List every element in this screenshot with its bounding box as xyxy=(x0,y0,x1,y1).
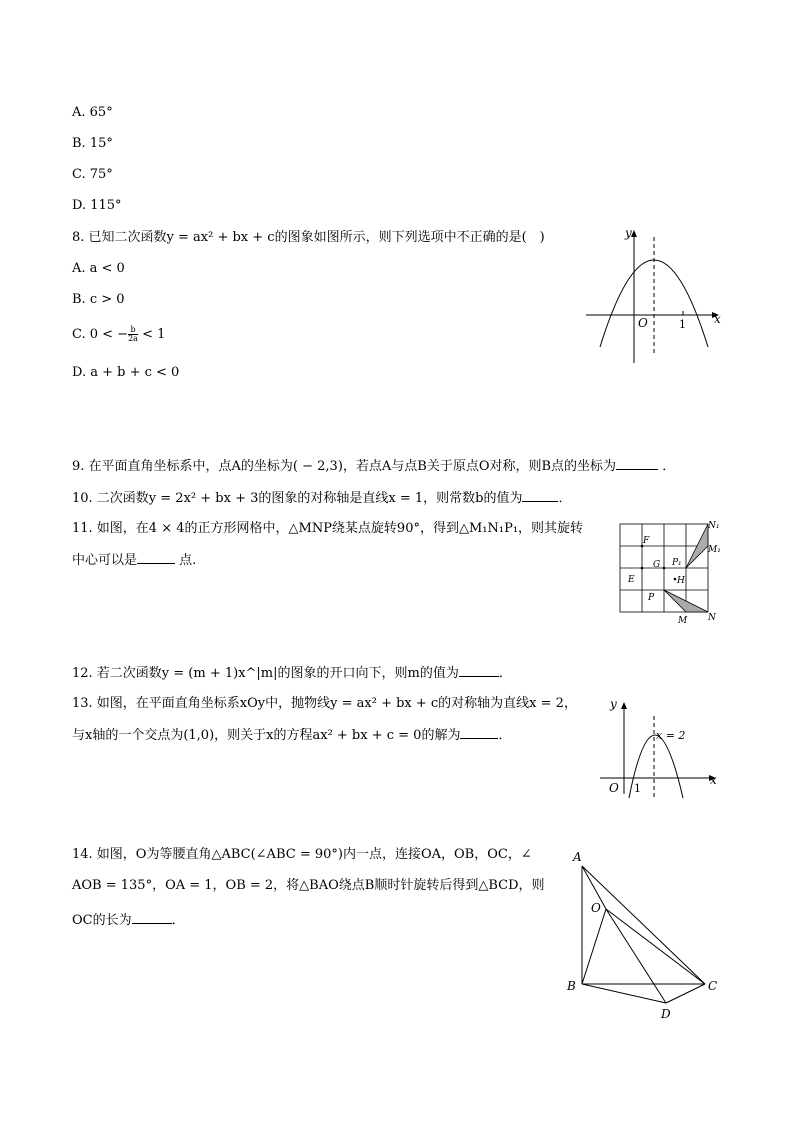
q11-label-p: P xyxy=(648,593,655,603)
q8-stem: 8. 已知二次函数y = ax² + bx + c的图象如图所示，则下列选项中不正确的是( ) xyxy=(72,230,545,245)
option-c: C. 75° xyxy=(72,167,113,182)
q8-tick-label: 1 xyxy=(679,318,686,331)
q14-edge-cd xyxy=(666,984,705,1003)
q14-edge-bd xyxy=(582,984,666,1003)
q11-label-n: N xyxy=(708,613,716,623)
frac-denominator: 2a xyxy=(128,334,138,343)
q8-option-c-fraction xyxy=(128,326,138,343)
q9-text xyxy=(72,457,675,476)
q14-label-c: C xyxy=(708,979,718,993)
q11-answer-blank[interactable] xyxy=(137,551,175,564)
q14-line2: AOB = 135°，OA = 1，OB = 2，将△BAO绕点B顺时针旋转后得到△BCD，则 xyxy=(72,878,545,893)
q9-stem: 9. 在平面直角坐标系中，点A的坐标为( − 2,3)，若点A与点B关于原点O对称，则B点的坐标为 xyxy=(72,459,617,474)
q14-triangle-figure xyxy=(562,846,728,1022)
q8-origin-label: O xyxy=(638,316,648,330)
q8-option-c-suffix: < 1 xyxy=(142,327,166,342)
q13-line2-text: 与x轴的一个交点为(1,0)，则关于x的方程ax² + bx + c = 0的解为 xyxy=(72,728,461,743)
q10-end: ． xyxy=(558,491,572,506)
q11-label-e: E xyxy=(628,575,635,585)
q13-answer-blank[interactable] xyxy=(460,726,498,739)
q14-label-a: A xyxy=(573,850,582,864)
q13-tick-label: 1 xyxy=(634,782,641,795)
q13-origin-label: O xyxy=(609,781,619,795)
q8-option-a: A. a < 0 xyxy=(72,261,125,276)
q13-y-label: y xyxy=(610,697,617,711)
q9-answer-blank[interactable] xyxy=(616,457,658,470)
q8-option-d: D. a + b + c < 0 xyxy=(72,365,180,380)
q13-axis-label: x = 2 xyxy=(656,729,686,742)
q14-label-o: O xyxy=(591,901,601,915)
q11-label-p1: P₁ xyxy=(672,558,682,568)
q8-parabola-figure xyxy=(586,225,726,365)
q14-label-b: B xyxy=(567,979,576,993)
q14-answer-blank[interactable] xyxy=(132,911,172,924)
option-b: B. 15° xyxy=(72,136,113,151)
q14-end: ． xyxy=(171,913,185,928)
q8-option-c xyxy=(72,326,165,344)
q11-label-f: F xyxy=(643,536,650,546)
q14-line3 xyxy=(72,911,185,930)
q11-point-g xyxy=(663,567,666,570)
q9-end: ． xyxy=(662,459,676,474)
q8-x-label: x xyxy=(714,312,721,326)
q11-line2-prefix: 中心可以是 xyxy=(72,553,138,568)
q13-line1: 13. 如图，在平面直角坐标系xOy中，抛物线y = ax² + bx + c的对称轴为直线x = 2， xyxy=(72,696,577,711)
q11-label-m: M xyxy=(678,616,688,626)
q14-edge-od xyxy=(606,909,666,1003)
q14-line1: 14. 如图，O为等腰直角△ABC(∠ABC = 90°)内一点，连接OA，OB，OC，∠ xyxy=(72,847,532,862)
q11-label-g: G xyxy=(653,560,661,570)
q12-stem: 12. 若二次函数y = (m + 1)x^|m|的图象的开口向下，则m的值为 xyxy=(72,666,459,681)
q14-line3-text: OC的长为 xyxy=(72,913,132,928)
q8-y-label: y xyxy=(625,226,632,240)
q10-stem: 10. 二次函数y = 2x² + bx + 3的图象的对称轴是直线x = 1，则常数b的值为 xyxy=(72,491,523,506)
q12-text xyxy=(72,664,512,683)
q11-label-m1: M₁ xyxy=(708,545,721,555)
q14-edge-ob xyxy=(582,909,606,984)
q11-label-n1: N₁ xyxy=(708,521,720,531)
q8-option-c-prefix: C. 0 < − xyxy=(72,327,129,342)
q11-label-h: H xyxy=(677,576,685,586)
frac-numerator: b xyxy=(128,326,138,335)
q10-answer-blank[interactable] xyxy=(522,489,558,502)
q14-edge-oc xyxy=(606,909,705,984)
q13-parabola-figure xyxy=(600,694,728,804)
q11-point-h xyxy=(674,578,677,581)
q8-y-arrow xyxy=(631,230,637,237)
q12-end: ． xyxy=(498,666,512,681)
q11-grid-figure xyxy=(618,520,728,628)
q13-line2 xyxy=(72,726,511,745)
q11-line2-suffix: 点. xyxy=(175,553,197,568)
q13-y-arrow xyxy=(621,702,627,709)
q12-answer-blank[interactable] xyxy=(459,664,499,677)
q8-option-b: B. c > 0 xyxy=(72,292,125,307)
q13-end: ． xyxy=(498,728,512,743)
option-a: A. 65° xyxy=(72,105,113,120)
option-d: D. 115° xyxy=(72,198,122,213)
q10-text xyxy=(72,489,571,508)
q13-x-label: x xyxy=(710,773,717,787)
q11-line1: 11. 如图，在4 × 4的正方形网格中，△MNP绕某点旋转90°，得到△M₁N₁P₁，则其旋转 xyxy=(72,521,584,536)
q14-label-d: D xyxy=(661,1007,671,1021)
q11-point-e xyxy=(641,567,644,570)
q11-line2 xyxy=(72,551,196,570)
